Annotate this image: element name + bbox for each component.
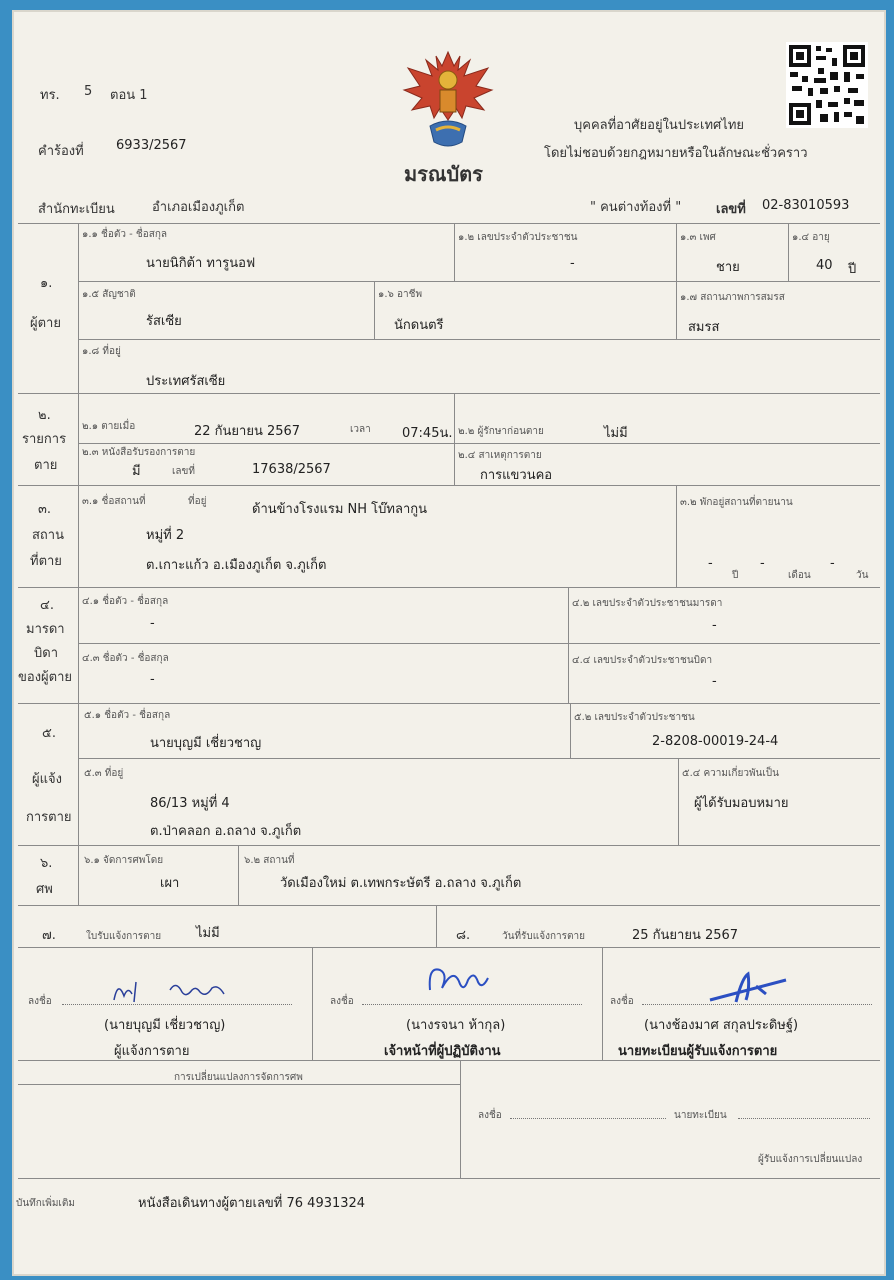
stay-months: - <box>760 556 765 571</box>
deceased-age: 40 <box>816 258 833 273</box>
change-receiver-label: ผู้รับแจ้งการเปลี่ยนแปลง <box>758 1154 863 1165</box>
informant-sign-label: ลงชื่อ <box>28 996 52 1007</box>
stay-months-unit: เดือน <box>788 570 811 581</box>
additional-notes: หนังสือเดินทางผู้ตายเลขที่ 76 4931324 <box>138 1196 366 1211</box>
funeral-place-label: ๖.๒ สถานที่ <box>244 855 295 866</box>
section-5-title-line-1: ผู้แจ้ง <box>32 772 62 787</box>
death-date: 22 กันยายน 2567 <box>194 424 301 439</box>
garuda-emblem-icon <box>400 46 496 154</box>
section-5-number: ๕. <box>42 726 56 741</box>
section-4-title-line-3: ของผู้ตาย <box>18 670 73 685</box>
form-number: 5 <box>84 84 93 99</box>
registration-category: " คนต่างท้องที่ " <box>590 200 682 215</box>
section-3-number: ๓. <box>38 502 52 517</box>
treated-by: ไม่มี <box>604 426 628 441</box>
form-part: ตอน 1 <box>110 88 148 103</box>
father-id: - <box>712 674 717 689</box>
deceased-address: ประเทศรัสเซีย <box>146 374 226 389</box>
notice-date: 25 กันยายน 2567 <box>632 928 739 943</box>
section-3-title-line-2: ที่ตาย <box>30 554 62 569</box>
notice-date-label: วันที่รับแจ้งการตาย <box>502 931 585 942</box>
officer-sign-label: ลงชื่อ <box>330 996 354 1007</box>
registry-label: สำนักทะเบียน <box>38 202 115 217</box>
informant-address-line-1: 86/13 หมู่ที่ 4 <box>150 796 230 811</box>
registrar-sign-label: ลงชื่อ <box>610 996 634 1007</box>
officer-signatory-name: (นางรจนา ห้ากุล) <box>406 1018 506 1033</box>
section-1-title: ผู้ตาย <box>30 316 61 331</box>
registry-value: อำเภอเมืองภูเก็ต <box>152 200 245 215</box>
stay-duration-label: ๓.๒ พักอยู่สถานที่ตายนาน <box>680 497 793 508</box>
deceased-age-label: ๑.๔ อายุ <box>792 232 830 243</box>
treated-by-label: ๒.๒ ผู้รักษาก่อนตาย <box>458 426 544 437</box>
officer-signatory-role: เจ้าหน้าที่ผู้ปฏิบัติงาน <box>384 1044 501 1059</box>
death-date-label: ๒.๑ ตายเมื่อ <box>82 421 136 432</box>
death-certificate-page <box>12 10 886 1276</box>
deceased-name: นายนิกิต้า ทารูนอฟ <box>146 256 256 271</box>
request-label: คำร้องที่ <box>38 144 84 159</box>
section-7-number: ๗. <box>42 928 56 943</box>
funeral-method: เผา <box>160 876 180 891</box>
death-place-line-1: ด้านข้างโรงแรม NH โบ๊ทลากูน <box>252 502 427 517</box>
registrar-signatory-role: นายทะเบียนผู้รับแจ้งการตาย <box>618 1044 778 1059</box>
mother-id-label: ๔.๒ เลขประจำตัวประชาชนมารดา <box>572 598 723 609</box>
marital-status: สมรส <box>688 320 720 335</box>
relationship-label: ๕.๔ ความเกี่ยวพันเป็น <box>682 768 779 779</box>
stay-years: - <box>708 556 713 571</box>
section-4-title-line-2: บิดา <box>34 646 58 661</box>
certificate-number-label: เลขที่ <box>716 202 746 217</box>
section-8-number: ๘. <box>456 928 471 943</box>
funeral-method-label: ๖.๑ จัดการศพโดย <box>84 855 164 866</box>
deceased-id-label: ๑.๒ เลขประจำตัวประชาชน <box>458 232 578 243</box>
father-name: - <box>150 672 155 687</box>
form-code: ทร. <box>40 88 60 103</box>
informant-signatory-role: ผู้แจ้งการตาย <box>114 1044 190 1059</box>
section-5-title-line-2: การตาย <box>26 810 72 825</box>
funeral-change-title: การเปลี่ยนแปลงการจัดการศพ <box>174 1072 303 1083</box>
change-registrar-label: นายทะเบียน <box>674 1110 727 1121</box>
registrar-signature-icon <box>706 968 790 1008</box>
deceased-name-label: ๑.๑ ชื่อตัว - ชื่อสกุล <box>82 229 167 240</box>
death-certificate-number: 17638/2567 <box>252 462 331 477</box>
deceased-id: - <box>570 256 575 271</box>
subtitle-line-2: โดยไม่ชอบด้วยกฎหมายหรือในลักษณะชั่วคราว <box>544 146 808 161</box>
stay-years-unit: ปี <box>732 570 739 581</box>
death-certificate-has: มี <box>132 464 141 479</box>
occupation-label: ๑.๖ อาชีพ <box>378 289 423 300</box>
section-6-title: ศพ <box>36 882 53 897</box>
father-id-label: ๔.๔ เลขประจำตัวประชาชนบิดา <box>572 655 713 666</box>
father-name-label: ๔.๓ ชื่อตัว - ชื่อสกุล <box>82 653 169 664</box>
section-2-number: ๒. <box>38 408 51 423</box>
mother-name-label: ๔.๑ ชื่อตัว - ชื่อสกุล <box>82 596 169 607</box>
section-4-number: ๔. <box>40 598 54 613</box>
death-certificate-number-label: เลขที่ <box>172 466 195 477</box>
death-time: 07:45น. <box>402 426 453 441</box>
certificate-number: 02-83010593 <box>762 198 850 213</box>
funeral-place: วัดเมืองใหม่ ต.เทพกระษัตรี อ.ถลาง จ.ภูเก็ต <box>280 876 522 891</box>
deceased-sex: ชาย <box>716 260 740 275</box>
notice-receipt-label: ใบรับแจ้งการตาย <box>86 931 162 942</box>
subtitle-line-1: บุคคลที่อาศัยอยู่ในประเทศไทย <box>574 118 745 133</box>
qr-code-icon <box>786 42 868 128</box>
section-2-title-line-1: รายการ <box>22 432 67 447</box>
stay-days: - <box>830 556 835 571</box>
informant-address-label: ๕.๓ ที่อยู่ <box>84 768 124 779</box>
place-address-label: ที่อยู่ <box>188 496 207 507</box>
section-3-title-line-1: สถาน <box>32 528 64 543</box>
section-2-title-line-2: ตาย <box>34 458 58 473</box>
registrar-signatory-name: (นางช้องมาศ สกุลประดิษฐ์) <box>644 1018 799 1033</box>
deceased-address-label: ๑.๘ ที่อยู่ <box>82 346 121 357</box>
occupation: นักดนตรี <box>394 318 444 333</box>
mother-id: - <box>712 618 717 633</box>
informant-id: 2-8208-00019-24-4 <box>652 734 779 749</box>
section-4-title-line-1: มารดา <box>26 622 65 637</box>
request-number: 6933/2567 <box>116 138 187 153</box>
change-sign-label: ลงชื่อ <box>478 1110 502 1121</box>
informant-signatory-name: (นายบุญมี เชี่ยวชาญ) <box>104 1018 226 1033</box>
death-certificate-label: ๒.๓ หนังสือรับรองการตาย <box>82 447 196 458</box>
document-title: มรณบัตร <box>404 162 483 186</box>
informant-signature-icon <box>110 974 240 1008</box>
additional-notes-label: บันทึกเพิ่มเติม <box>16 1198 75 1209</box>
death-time-label: เวลา <box>350 424 371 435</box>
notice-receipt-value: ไม่มี <box>196 926 220 941</box>
informant-name: นายบุญมี เชี่ยวชาญ <box>150 736 262 751</box>
section-1-number: ๑. <box>40 276 53 291</box>
cause-of-death-label: ๒.๔ สาเหตุการตาย <box>458 450 542 461</box>
relationship: ผู้ได้รับมอบหมาย <box>694 796 789 811</box>
informant-address-line-2: ต.ป่าคลอก อ.ถลาง จ.ภูเก็ต <box>150 824 302 839</box>
stay-days-unit: วัน <box>856 570 869 581</box>
mother-name: - <box>150 616 155 631</box>
death-place-line-3: ต.เกาะแก้ว อ.เมืองภูเก็ต จ.ภูเก็ต <box>146 558 327 573</box>
cause-of-death: การแขวนคอ <box>480 468 553 483</box>
death-place-line-2: หมู่ที่ 2 <box>146 528 185 543</box>
marital-status-label: ๑.๗ สถานภาพการสมรส <box>680 292 785 303</box>
nationality-label: ๑.๕ สัญชาติ <box>82 289 136 300</box>
officer-signature-icon <box>424 960 494 1000</box>
deceased-age-unit: ปี <box>848 262 857 277</box>
section-6-number: ๖. <box>40 856 53 871</box>
informant-id-label: ๕.๒ เลขประจำตัวประชาชน <box>574 712 695 723</box>
informant-name-label: ๕.๑ ชื่อตัว - ชื่อสกุล <box>84 710 171 721</box>
deceased-sex-label: ๑.๓ เพศ <box>680 232 716 243</box>
place-name-label: ๓.๑ ชื่อสถานที่ <box>82 496 146 507</box>
nationality: รัสเซีย <box>146 314 182 329</box>
